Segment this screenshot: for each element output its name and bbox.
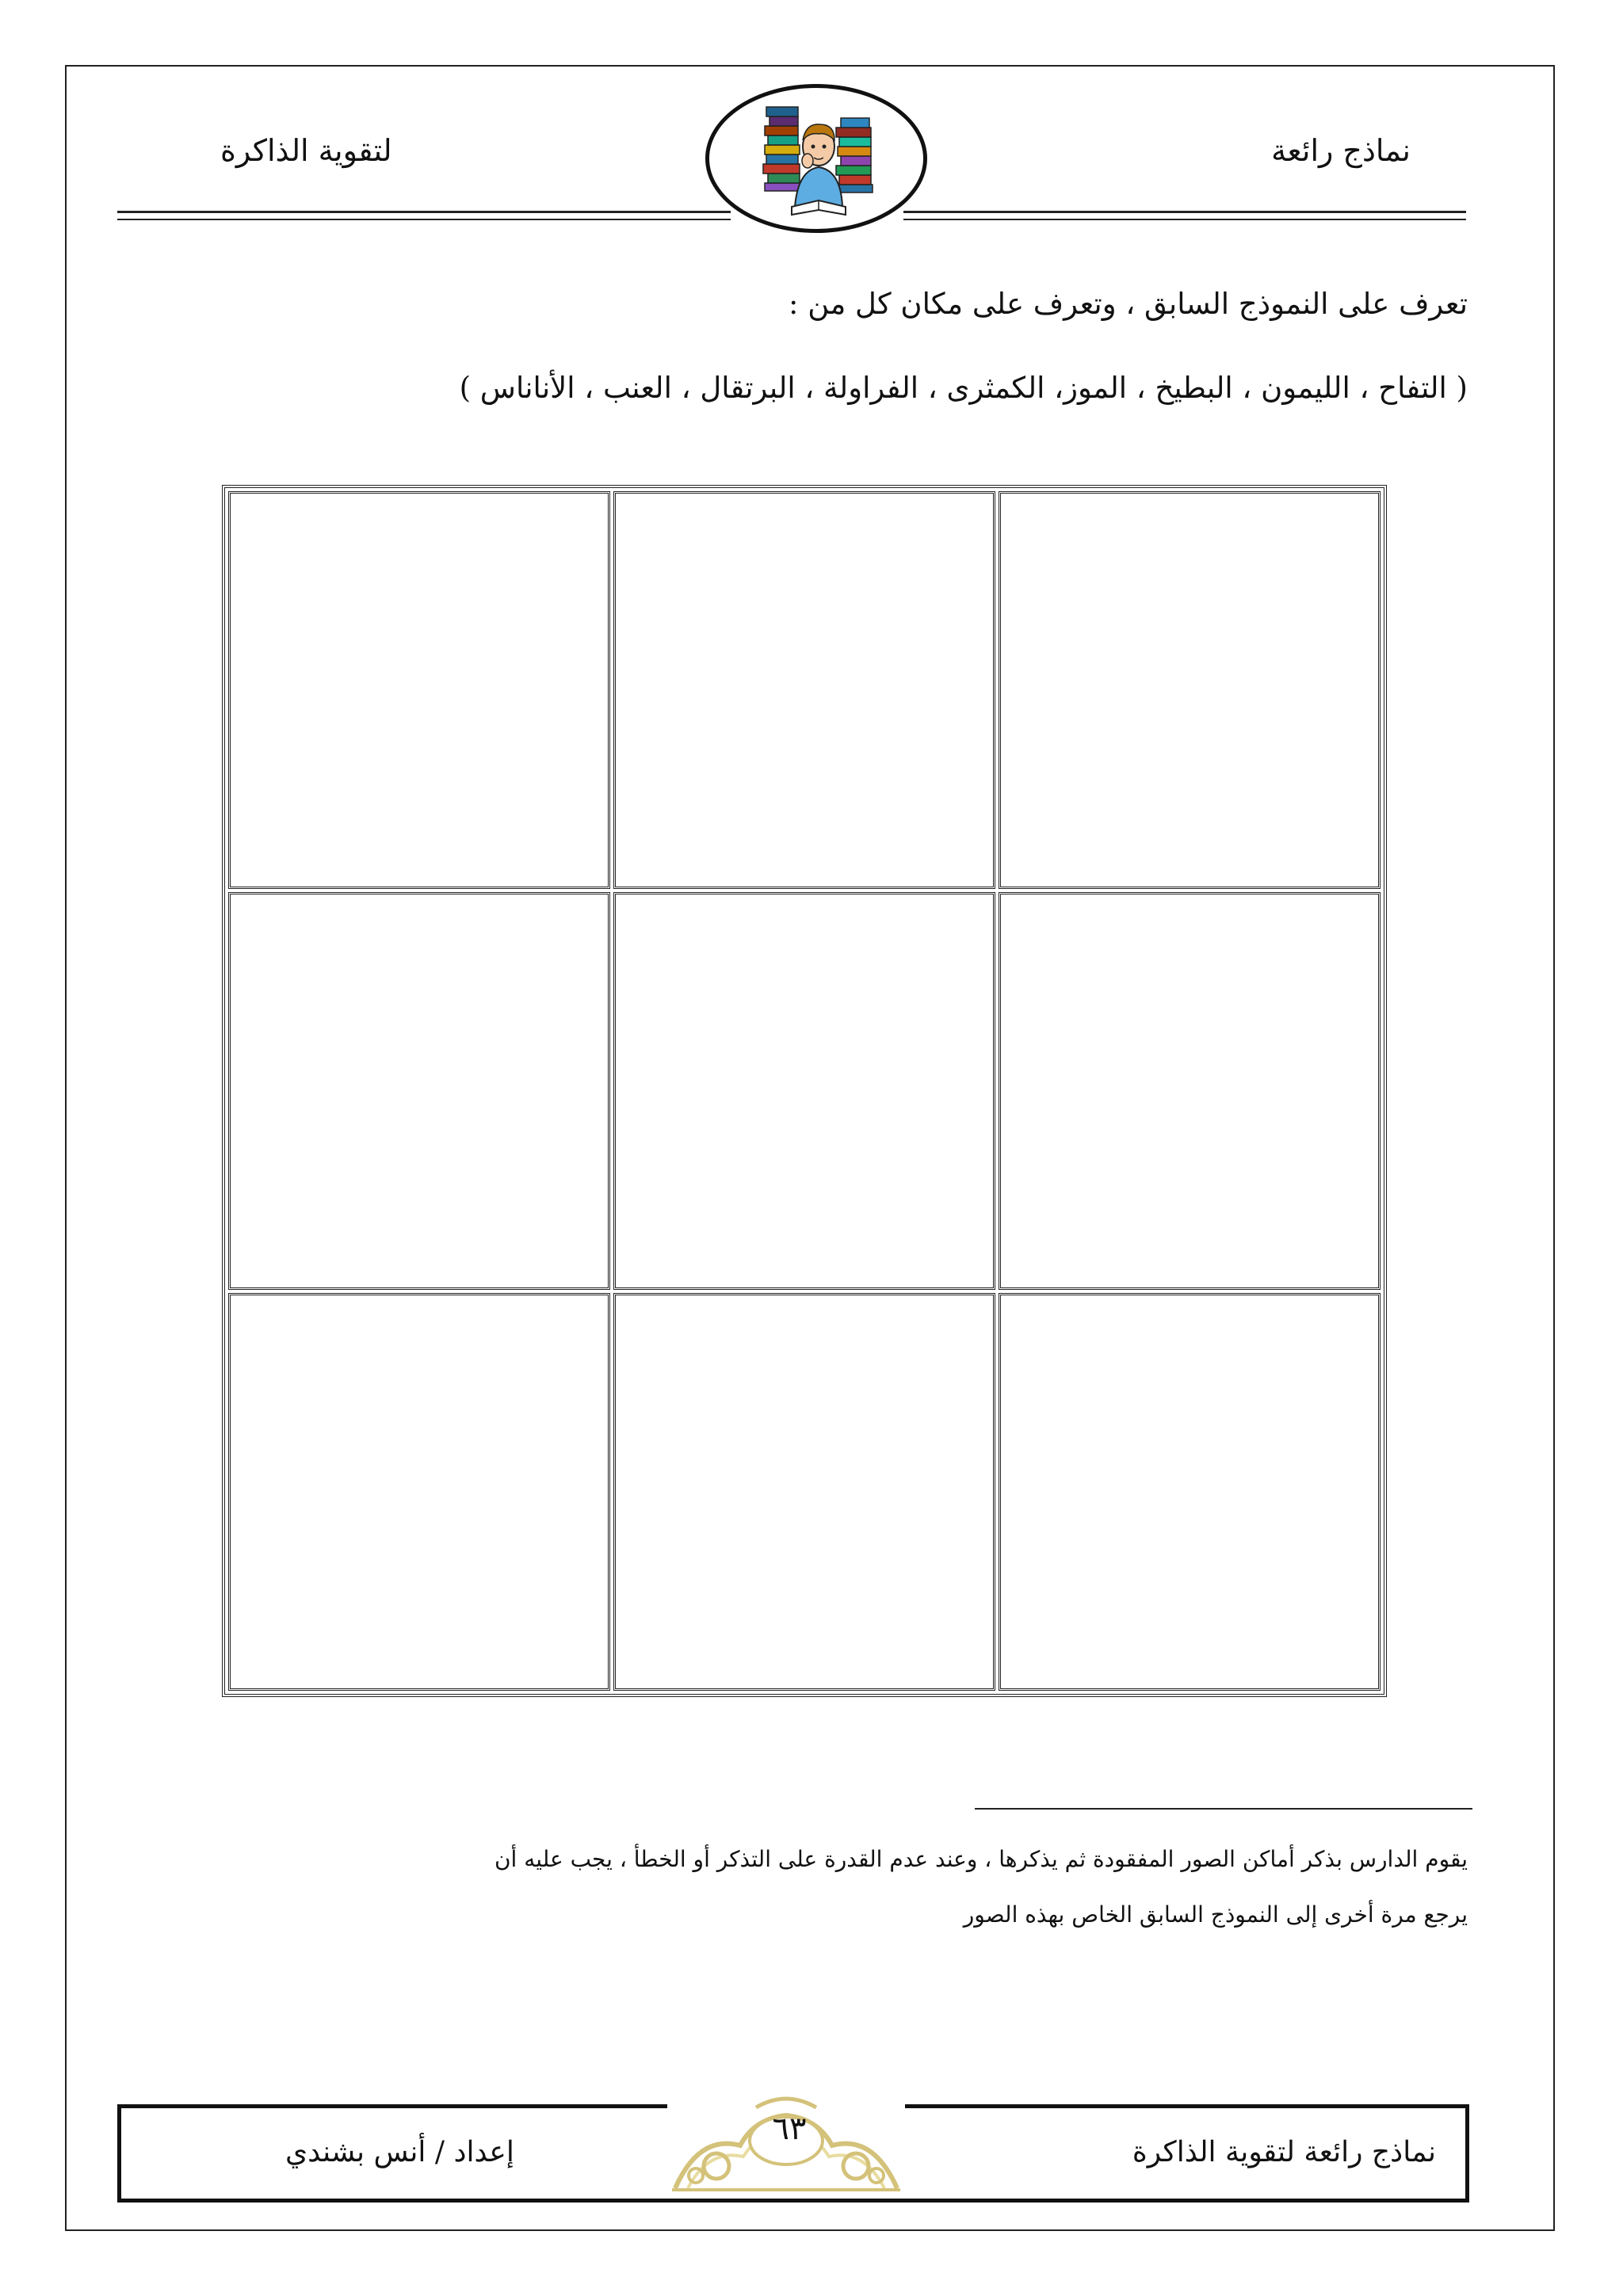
footnote-line-1: يقوم الدارس بذكر أماكن الصور المفقودة ثم يذكرها ، وعند عدم القدرة على التذكر أو الخطأ ، يجب عليه أن xyxy=(494,1846,1468,1872)
footnote-separator xyxy=(975,1808,1472,1810)
grid-cell[interactable] xyxy=(228,892,610,1290)
fruit-position-grid xyxy=(222,485,1387,1697)
grid-cell[interactable] xyxy=(228,1293,610,1691)
grid-cell[interactable] xyxy=(999,1293,1381,1691)
grid-cell[interactable] xyxy=(999,892,1381,1290)
grid-cell[interactable] xyxy=(999,491,1381,889)
grid-cell[interactable] xyxy=(613,892,995,1290)
instruction-line-2: ( التفاح ، الليمون ، البطيخ ، الموز، الكمثرى ، الفراولة ، البرتقال ، العنب ، الأناناس ) xyxy=(459,371,1468,405)
student-books-logo xyxy=(705,84,927,233)
footer-author: إعداد / أنس بشندي xyxy=(285,2136,514,2168)
grid-cell[interactable] xyxy=(613,1293,995,1691)
header-right-title: نماذج رائعة xyxy=(1271,133,1411,168)
page-number: ٦٣ xyxy=(772,2111,807,2147)
grid-cell[interactable] xyxy=(613,491,995,889)
instruction-line-1: تعرف على النموذج السابق ، وتعرف على مكان كل من : xyxy=(789,287,1468,321)
header-rule-right-top xyxy=(903,211,1466,213)
header-left-title: لتقوية الذاكرة xyxy=(220,133,392,168)
student-books-illustration xyxy=(709,88,923,229)
footnote-line-2: يرجع مرة أخرى إلى النموذج السابق الخاص بهذه الصور xyxy=(963,1901,1468,1928)
footer-book-title: نماذج رائعة لتقوية الذاكرة xyxy=(1132,2136,1436,2168)
header-rule-left-top xyxy=(117,211,731,213)
grid-cell[interactable] xyxy=(228,491,610,889)
header-rule-left-bottom xyxy=(117,219,731,220)
header-rule-right-bottom xyxy=(903,219,1466,220)
